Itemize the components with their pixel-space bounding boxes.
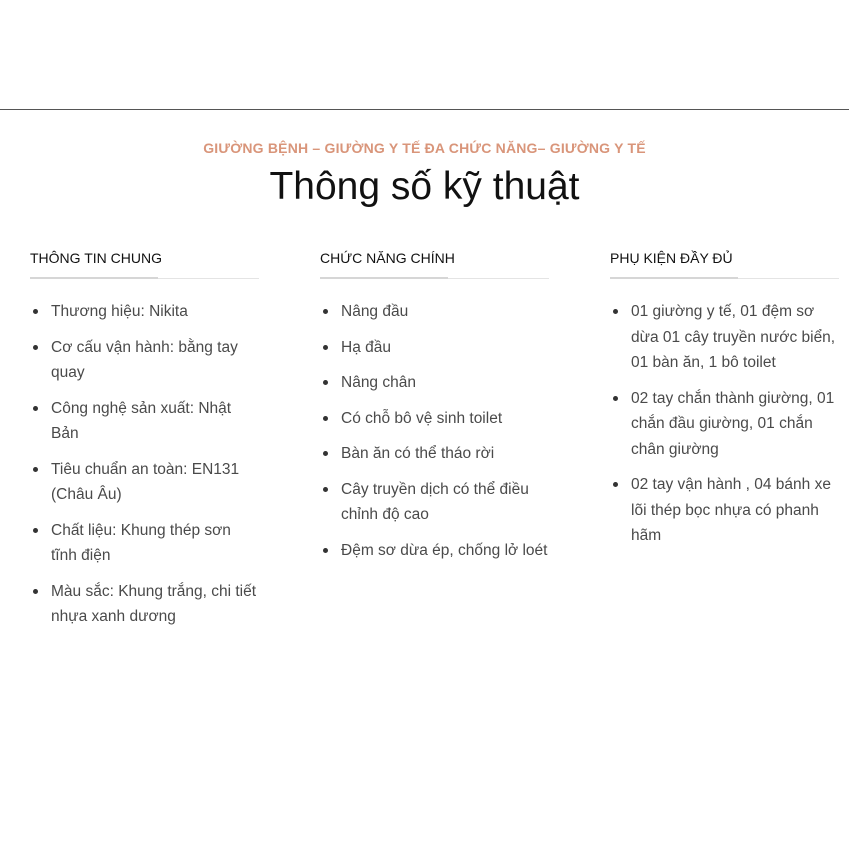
column-heading xyxy=(610,248,839,279)
section-title: Thông số kỹ thuật xyxy=(269,165,580,208)
column-heading-label: THÔNG TIN CHUNG xyxy=(30,250,162,266)
list-item: Bàn ăn có thể tháo rời xyxy=(320,441,550,467)
column-heading xyxy=(30,248,259,279)
top-divider xyxy=(0,109,849,110)
list-item: Tiêu chuẩn an toàn: EN131 (Châu Âu) xyxy=(30,457,260,508)
list-item: Có chỗ bô vệ sinh toilet xyxy=(320,406,550,432)
column-main-functions xyxy=(320,248,550,573)
spec-list xyxy=(30,299,260,630)
column-heading xyxy=(320,248,549,279)
section-eyebrow: GIƯỜNG BỆNH – GIƯỜNG Y TẾ ĐA CHỨC NĂNG– GIƯỜNG Y TẾ xyxy=(203,140,646,156)
list-item: 01 giường y tế, 01 đệm sơ dừa 01 cây truyền nước biển, 01 bàn ăn, 1 bô toilet xyxy=(610,299,840,376)
list-item: 02 tay vận hành , 04 bánh xe lõi thép bọc nhựa có phanh hãm xyxy=(610,472,840,549)
column-accessories xyxy=(610,248,840,559)
list-item: Nâng chân xyxy=(320,370,550,396)
list-item: Hạ đầu xyxy=(320,335,550,361)
list-item: Thương hiệu: Nikita xyxy=(30,299,260,325)
heading-underline xyxy=(320,277,448,279)
function-list xyxy=(320,299,550,563)
list-item: Cây truyền dịch có thể điều chỉnh độ cao xyxy=(320,477,550,528)
list-item: Màu sắc: Khung trắng, chi tiết nhựa xanh dương xyxy=(30,579,260,630)
heading-underline xyxy=(30,277,158,279)
list-item: Chất liệu: Khung thép sơn tĩnh điện xyxy=(30,518,260,569)
list-item: Cơ cấu vận hành: bằng tay quay xyxy=(30,335,260,386)
list-item: Nâng đầu xyxy=(320,299,550,325)
list-item: 02 tay chắn thành giường, 01 chắn đầu giường, 01 chắn chân giường xyxy=(610,386,840,463)
list-item: Công nghệ sản xuất: Nhật Bản xyxy=(30,396,260,447)
accessory-list xyxy=(610,299,840,549)
column-heading-label: PHỤ KIỆN ĐẦY ĐỦ xyxy=(610,250,733,266)
column-general-info xyxy=(30,248,260,640)
list-item: Đệm sơ dừa ép, chống lở loét xyxy=(320,538,550,564)
heading-underline xyxy=(610,277,738,279)
column-heading-label: CHỨC NĂNG CHÍNH xyxy=(320,250,455,266)
